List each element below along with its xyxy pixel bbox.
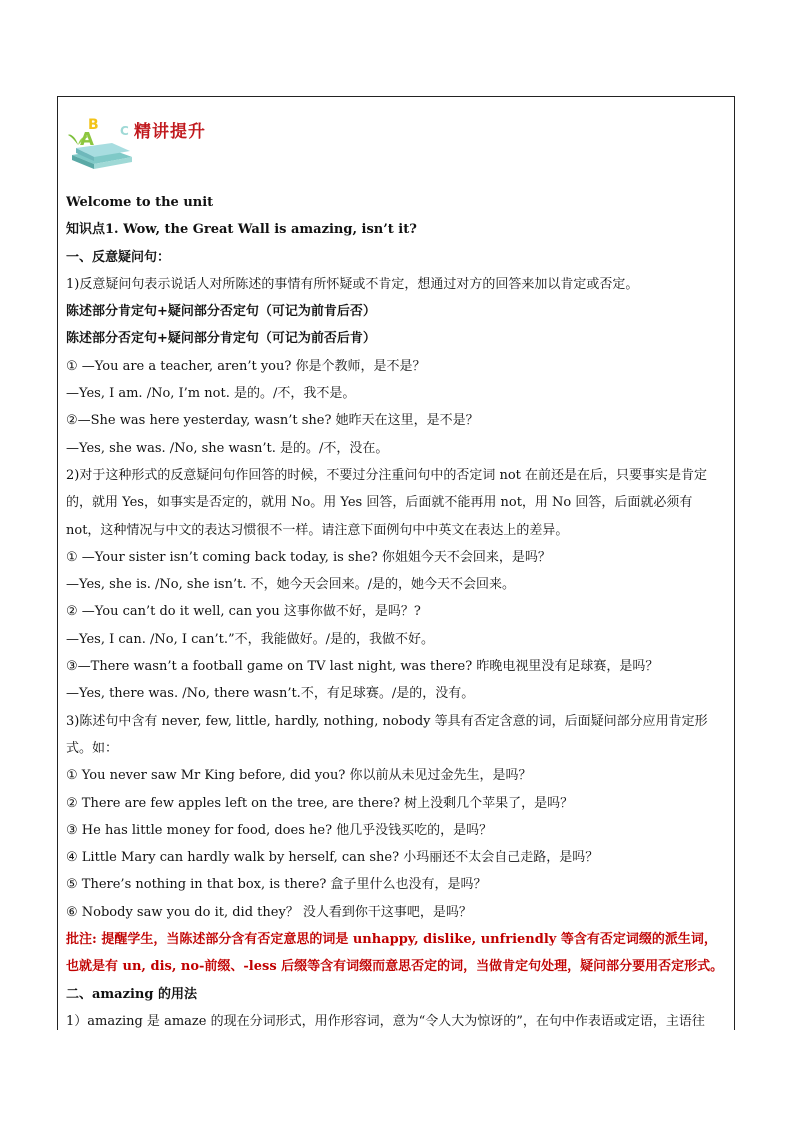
text-line: —Yes, she is. /No, she isn’t. 不，她今天会回来。/是的，她今天不会回来。: [66, 577, 515, 593]
logo-letter-a: A: [80, 129, 94, 150]
text-line: ① You never saw Mr King before, did you? 你以前从未见过金先生，是吗？: [66, 768, 532, 784]
text-line: 1）amazing 是 amaze 的现在分词形式，用作形容词，意为“令人大为惊讶的”，在句中作表语或定语，主语往: [66, 1013, 705, 1029]
section-title: 精讲提升: [134, 122, 206, 142]
text-line: ⑥ Nobody saw you do it, did they？ 没人看到你干这事吧，是吗？: [66, 904, 472, 920]
document-frame: [57, 96, 735, 1030]
text-line: ① —Your sister isn’t coming back today, is she? 你姐姐今天不会回来，是吗？: [66, 549, 551, 565]
text-line: Welcome to the unit: [66, 195, 214, 210]
text-line: ④ Little Mary can hardly walk by herself, can she? 小玛丽还不太会自己走路，是吗？: [66, 850, 599, 866]
logo-letter-b: B: [88, 117, 99, 133]
text-line: ② There are few apples left on the tree, are there? 树上没剩几个苹果了，是吗？: [66, 795, 574, 811]
text-line: 3)陈述句中含有 never, few, little, hardly, nothing, nobody 等具有否定含意的词，后面疑问部分应用肯定形式。如：: [66, 713, 708, 756]
text-line: ③—There wasn’t a football game on TV last night, was there? 昨晚电视里没有足球赛，是吗？: [66, 659, 659, 675]
text-line: 1)反意疑问句表示说话人对所陈述的事情有所怀疑或不肯定，想通过对方的回答来加以肯定或否定。: [66, 276, 639, 292]
text-line: 知识点1. Wow, the Great Wall is amazing, isn’t it?: [66, 222, 417, 238]
text-line: —Yes, I am. /No, I’m not. 是的。/不，我不是。: [66, 386, 356, 402]
text-line: 一、反意疑问句：: [66, 249, 171, 265]
text-line: —Yes, she was. /No, she wasn’t. 是的。/不，没在。: [66, 440, 389, 456]
text-line: ② —You can’t do it well, can you 这事你做不好，是吗？?: [66, 604, 421, 620]
text-line: ① —You are a teacher, aren’t you? 你是个教师，是不是？: [66, 358, 426, 374]
text-line: 二、amazing 的用法: [66, 986, 197, 1002]
text-line: ②—She was here yesterday, wasn’t she? 她昨天在这里，是不是？: [66, 413, 479, 429]
text-line: 2)对于这种形式的反意疑问句作回答的时候，不要过分注重问句中的否定词 not 在前还是在后，只要事实是肯定的，就用 Yes，如事实是否定的，就用 No。用 Yes 回答，后面就不能再用 not，用 No 回答，后面就必须有 not，这种情况与中文的表达习惯很不一样。请注意下面例句中中英文在表达上的差异。: [66, 467, 708, 538]
text-line: 陈述部分肯定句+疑问部分否定句（可记为前肯后否）: [66, 304, 376, 320]
logo-letter-c: C: [120, 124, 129, 138]
text-line: 批注: 提醒学生，当陈述部分含有否定意思的词是 unhappy, dislike, unfriendly 等含有否定词缀的派生词，也就是有 un, dis, no-前缀、-less 后缀等含有词缀而意思否定的词，当做肯定句处理，疑问部分要用否定形式。: [66, 932, 724, 975]
document-body: [66, 189, 728, 1030]
text-line: —Yes, there was. /No, there wasn’t.不，有足球赛。/是的，没有。: [66, 686, 475, 702]
text-line: —Yes, I can. /No, I can’t.”不，我能做好。/是的，我做不好。: [66, 631, 435, 647]
text-line: 陈述部分否定句+疑问部分肯定句（可记为前否后肯）: [66, 331, 376, 347]
text-line: ③ He has little money for food, does he? 他几乎没钱买吃的，是吗？: [66, 822, 493, 838]
text-line: ⑤ There’s nothing in that box, is there? 盒子里什么也没有，是吗？: [66, 877, 487, 893]
